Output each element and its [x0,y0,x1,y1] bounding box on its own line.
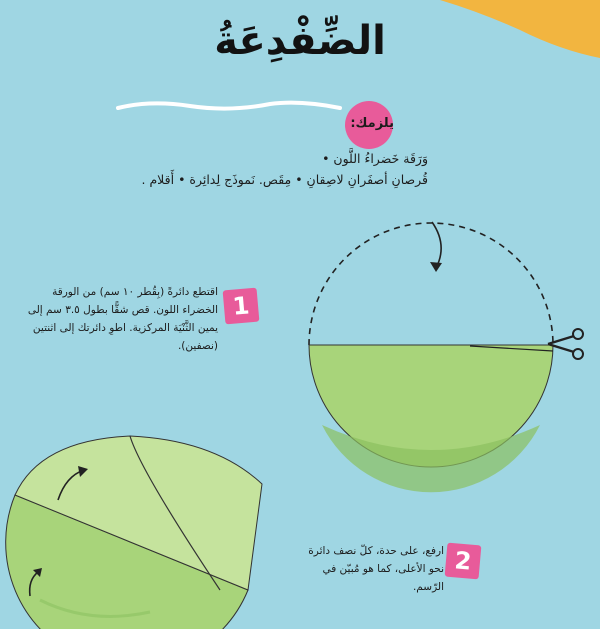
step-2-badge: 2 [445,543,482,580]
step-2-text: ارفع، على حدة، كلّ نصف دائرة نحو الأعلى، كما هو مُبيّن في الرّسم. [308,545,444,593]
curved-arrow-icon [432,222,441,268]
scissors-icon [548,329,583,359]
step1-figure [309,222,583,492]
needs-label: يلزمك: [350,116,394,131]
step-1-text: اقتطع دائرةً (بِقُطر ١٠ سم) من الورقة الخضراء اللون. قص شقًّا بطول ٣.٥ سم إلى يمين الثَّنْيَة المركزية. اطوِ دائرتك إلى اثنتين (نصفين). [27,286,218,352]
step-1-badge: 1 [223,288,260,325]
page-title: الضِّفْدِعَةُ [214,18,386,64]
needs-line-2: قُرصانِ أصفَرانِ لاصِقانِ • مِقَص. نَموذَج لِدائِرة • أَقلام . [141,172,428,187]
white-brush-stroke [118,103,340,109]
step2-figure [6,436,262,629]
needs-line-1: وَرَقَة خَضراءُ اللَّون • [322,151,428,166]
